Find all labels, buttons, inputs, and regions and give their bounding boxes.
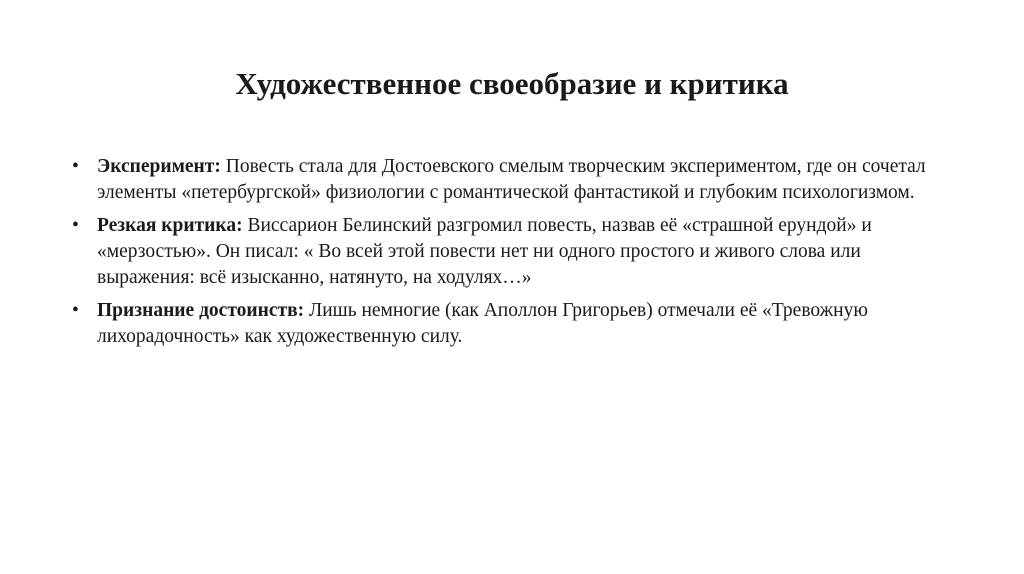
bullet-term: Резкая критика: xyxy=(97,215,243,236)
bullet-icon: • xyxy=(72,300,79,321)
bullet-item-criticism xyxy=(72,213,952,291)
bullet-text: Повесть стала для Достоевского смелым творческим экспериментом, где он сочетал элементы «петербургской» физиологии с романтической фантастикой и глубоким психологизмом. xyxy=(97,156,926,203)
bullet-text: Лишь немногие (как Аполлон Григорьев) отмечали её «Тревожную лихорадочность» как художественную силу. xyxy=(97,300,868,347)
bullet-icon: • xyxy=(72,156,79,177)
bullet-item-recognition xyxy=(72,298,952,350)
bullet-term: Эксперимент: xyxy=(97,156,221,177)
bullet-text: Виссарион Белинский разгромил повесть, назвав её «страшной ерундой» и «мерзостью». Он писал: « Во всей этой повести нет ни одного простого и живого слова или выражения: всё изысканно, натянуто, на ходулях…» xyxy=(97,215,872,288)
slide-title: Художественное своеобразие и критика xyxy=(235,66,789,101)
bullet-item-experiment xyxy=(72,154,952,206)
bullet-term: Признание достоинств: xyxy=(97,300,305,321)
bullet-list xyxy=(72,154,952,357)
bullet-icon: • xyxy=(72,215,79,236)
